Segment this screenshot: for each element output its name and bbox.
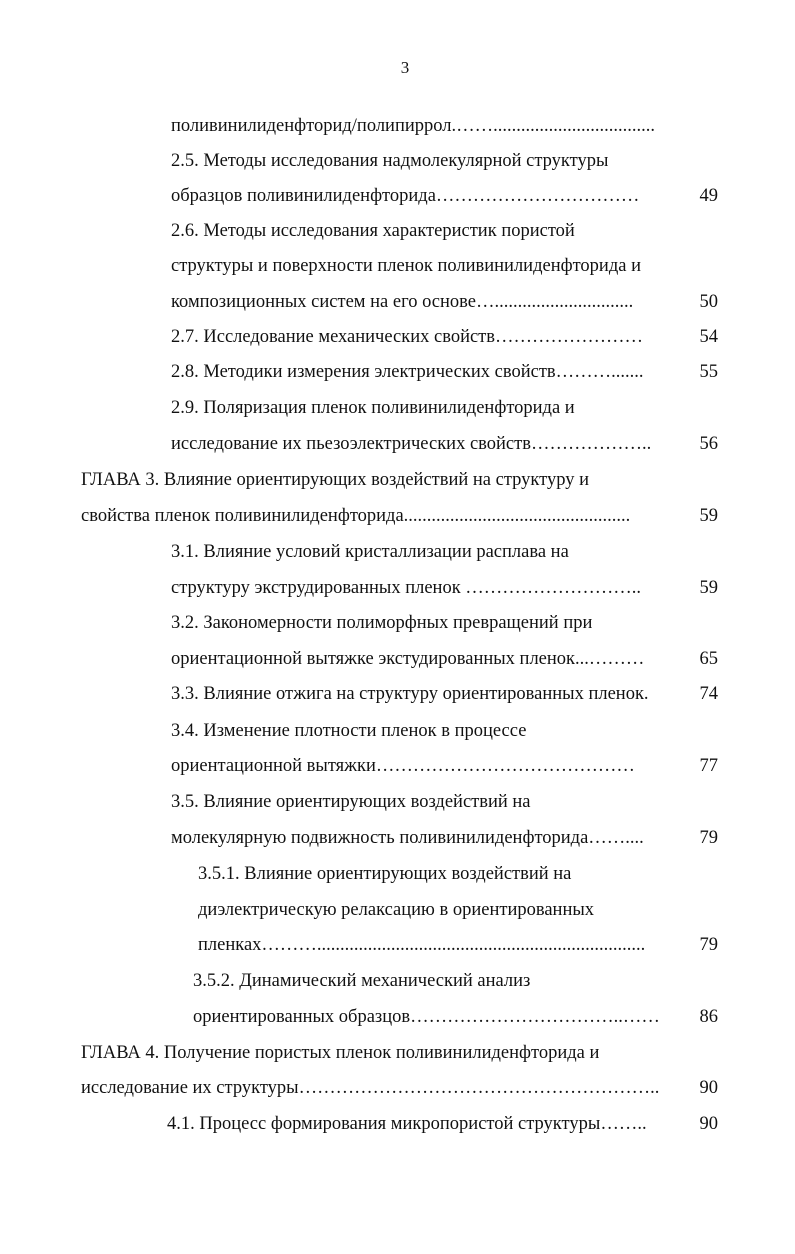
toc-line: 3.5. Влияние ориентирующих воздействий на	[171, 792, 531, 812]
page-ref: 56	[699, 434, 718, 454]
page-ref: 50	[699, 292, 718, 312]
toc-line: образцов поливинилиденфторида……………………………	[171, 186, 640, 206]
page-number: 3	[400, 58, 410, 77]
toc-line: 2.8. Методики измерения электрических свойств……….......	[171, 362, 644, 382]
toc-line: 2.5. Методы исследования надмолекулярной структуры	[171, 151, 609, 171]
page-ref: 59	[699, 506, 718, 526]
page-ref: 74	[699, 684, 718, 704]
page-ref: 59	[699, 578, 718, 598]
toc-line: 3.5.2. Динамический механический анализ	[193, 971, 531, 991]
toc-line: ориентированных образцов……………………………..……	[193, 1007, 660, 1027]
toc-line: ориентационной вытяжки……………………………………	[171, 756, 635, 776]
toc-line: 3.3. Влияние отжига на структуру ориентированных пленок.	[171, 684, 649, 704]
toc-line: исследование их структуры…………………………………………………..	[81, 1078, 660, 1098]
toc-line: исследование их пьезоэлектрических свойств………………..	[171, 434, 652, 454]
toc-line: ориентационной вытяжке экстудированных пленок...………	[171, 649, 645, 669]
page-ref: 79	[699, 935, 718, 955]
toc-line: поливинилиденфторид/полипиррол.……...................................	[171, 116, 655, 136]
toc-line: структуры и поверхности пленок поливинилиденфторида и	[171, 256, 641, 276]
toc-line: 3.1. Влияние условий кристаллизации расплава на	[171, 542, 569, 562]
toc-line: 2.7. Исследование механических свойств……………………	[171, 327, 644, 347]
page-ref: 90	[699, 1078, 718, 1098]
page-ref: 86	[699, 1007, 718, 1027]
toc-line: молекулярную подвижность поливинилиденфторида……....	[171, 828, 644, 848]
page-ref: 79	[699, 828, 718, 848]
toc-line: 3.4. Изменение плотности пленок в процессе	[171, 721, 527, 741]
toc-line: пленках……….......................................................................	[198, 935, 646, 955]
toc-line: 4.1. Процесс формирования микропористой структуры……..	[167, 1114, 647, 1134]
page-ref: 54	[699, 327, 718, 347]
page-ref: 90	[699, 1114, 718, 1134]
toc-line: структуру экструдированных пленок ………………………..	[171, 578, 642, 598]
toc-line: 2.9. Поляризация пленок поливинилиденфторида и	[171, 398, 575, 418]
toc-line: ГЛАВА 3. Влияние ориентирующих воздействий на структуру и	[81, 470, 590, 490]
toc-line: диэлектрическую релаксацию в ориентированных	[198, 900, 595, 920]
toc-line: 3.5.1. Влияние ориентирующих воздействий на	[198, 864, 572, 884]
page-ref: 55	[699, 362, 718, 382]
page-ref: 49	[699, 186, 718, 206]
page-ref: 77	[699, 756, 718, 776]
toc-line: композиционных систем на его основе…..............................	[171, 292, 634, 312]
toc-line: ГЛАВА 4. Получение пористых пленок поливинилиденфторида и	[81, 1043, 600, 1063]
toc-line: 3.2. Закономерности полиморфных превращений при	[171, 613, 593, 633]
toc-line: 2.6. Методы исследования характеристик пористой	[171, 221, 575, 241]
toc-line: свойства пленок поливинилиденфторида.................................................	[81, 506, 631, 526]
page-ref: 65	[699, 649, 718, 669]
